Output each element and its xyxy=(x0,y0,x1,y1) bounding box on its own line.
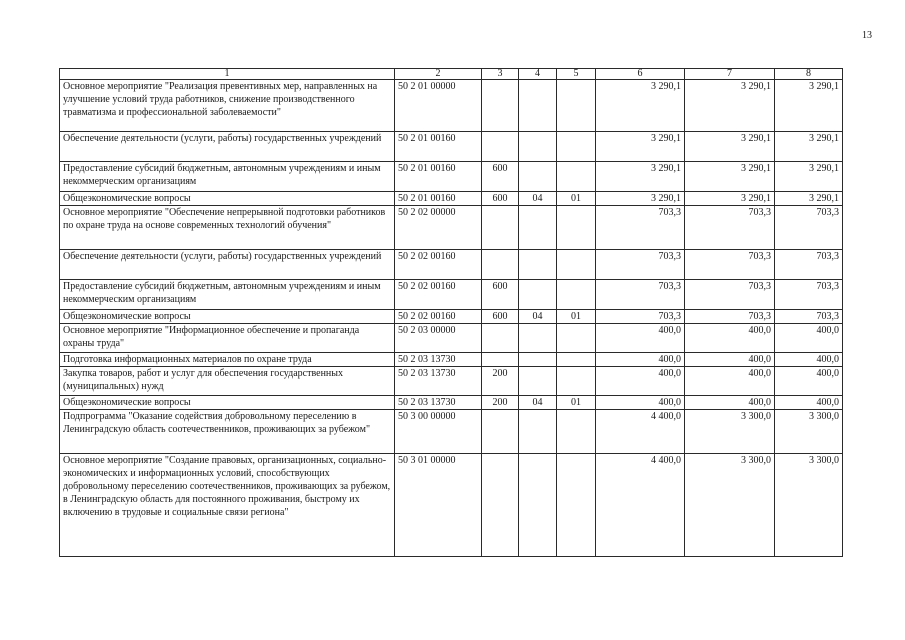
amount-col8-cell: 3 290,1 xyxy=(775,132,843,162)
target-code-cell: 50 3 00 00000 xyxy=(395,410,482,454)
target-code-cell: 50 3 01 00000 xyxy=(395,454,482,557)
section-cell xyxy=(519,80,557,132)
table-body xyxy=(60,69,843,557)
amount-col6-cell: 703,3 xyxy=(596,310,685,324)
amount-col7-cell: 3 290,1 xyxy=(685,132,775,162)
amount-col7-cell: 400,0 xyxy=(685,353,775,367)
subsection-cell: 01 xyxy=(557,192,596,206)
table-row xyxy=(60,80,843,132)
target-code-cell: 50 2 02 00160 xyxy=(395,280,482,310)
amount-col7-cell: 703,3 xyxy=(685,280,775,310)
section-cell xyxy=(519,367,557,396)
target-code-cell: 50 2 03 13730 xyxy=(395,353,482,367)
column-header: 4 xyxy=(519,69,557,80)
table-row xyxy=(60,280,843,310)
item-name-cell: Подпрограмма "Оказание содействия добровольному переселению в Ленинградскую область соотечественников, проживающих за рубежом" xyxy=(60,410,395,454)
amount-col7-cell: 400,0 xyxy=(685,396,775,410)
expense-type-cell xyxy=(482,206,519,250)
column-header: 5 xyxy=(557,69,596,80)
item-name-cell: Закупка товаров, работ и услуг для обеспечения государственных (муниципальных) нужд xyxy=(60,367,395,396)
amount-col6-cell: 703,3 xyxy=(596,280,685,310)
subsection-cell xyxy=(557,280,596,310)
amount-col6-cell: 400,0 xyxy=(596,353,685,367)
column-header: 1 xyxy=(60,69,395,80)
expense-type-cell: 200 xyxy=(482,396,519,410)
page-number: 13 xyxy=(862,30,872,41)
amount-col7-cell: 703,3 xyxy=(685,250,775,280)
amount-col6-cell: 400,0 xyxy=(596,367,685,396)
column-header: 6 xyxy=(596,69,685,80)
amount-col6-cell: 3 290,1 xyxy=(596,162,685,192)
amount-col8-cell: 703,3 xyxy=(775,280,843,310)
item-name-cell: Общеэкономические вопросы xyxy=(60,396,395,410)
amount-col8-cell: 400,0 xyxy=(775,353,843,367)
table-row xyxy=(60,192,843,206)
expense-type-cell xyxy=(482,80,519,132)
table-row xyxy=(60,353,843,367)
amount-col6-cell: 4 400,0 xyxy=(596,454,685,557)
subsection-cell xyxy=(557,410,596,454)
amount-col7-cell: 400,0 xyxy=(685,367,775,396)
item-name-cell: Основное мероприятие "Обеспечение непрерывной подготовки работников по охране труда на основе современных технологий обучения" xyxy=(60,206,395,250)
item-name-cell: Обеспечение деятельности (услуги, работы) государственных учреждений xyxy=(60,132,395,162)
item-name-cell: Общеэкономические вопросы xyxy=(60,310,395,324)
subsection-cell xyxy=(557,250,596,280)
subsection-cell xyxy=(557,367,596,396)
amount-col8-cell: 3 300,0 xyxy=(775,410,843,454)
amount-col8-cell: 3 290,1 xyxy=(775,192,843,206)
column-number-row xyxy=(60,69,843,80)
amount-col8-cell: 400,0 xyxy=(775,367,843,396)
expense-type-cell xyxy=(482,250,519,280)
table-row xyxy=(60,310,843,324)
table-row xyxy=(60,132,843,162)
item-name-cell: Основное мероприятие "Создание правовых, организационных, социально-экономических и информационных условий, способствующих добровольному переселению соотечественников, проживающих за рубежом, в Ленинградскую область для постоянного проживания, быстрому их включению в трудовые и социальные связи региона" xyxy=(60,454,395,557)
subsection-cell: 01 xyxy=(557,396,596,410)
item-name-cell: Обеспечение деятельности (услуги, работы) государственных учреждений xyxy=(60,250,395,280)
table-row xyxy=(60,324,843,353)
section-cell xyxy=(519,353,557,367)
section-cell xyxy=(519,162,557,192)
target-code-cell: 50 2 02 00000 xyxy=(395,206,482,250)
expense-type-cell: 600 xyxy=(482,280,519,310)
amount-col8-cell: 400,0 xyxy=(775,324,843,353)
column-header: 8 xyxy=(775,69,843,80)
section-cell xyxy=(519,280,557,310)
amount-col7-cell: 3 290,1 xyxy=(685,192,775,206)
target-code-cell: 50 2 02 00160 xyxy=(395,310,482,324)
table-row xyxy=(60,162,843,192)
target-code-cell: 50 2 02 00160 xyxy=(395,250,482,280)
subsection-cell xyxy=(557,454,596,557)
target-code-cell: 50 2 03 13730 xyxy=(395,396,482,410)
expense-type-cell xyxy=(482,132,519,162)
amount-col8-cell: 3 290,1 xyxy=(775,162,843,192)
amount-col7-cell: 400,0 xyxy=(685,324,775,353)
section-cell xyxy=(519,324,557,353)
expense-type-cell xyxy=(482,454,519,557)
item-name-cell: Основное мероприятие "Информационное обеспечение и пропаганда охраны труда" xyxy=(60,324,395,353)
amount-col7-cell: 3 300,0 xyxy=(685,410,775,454)
subsection-cell xyxy=(557,324,596,353)
section-cell xyxy=(519,132,557,162)
amount-col8-cell: 703,3 xyxy=(775,310,843,324)
section-cell: 04 xyxy=(519,396,557,410)
amount-col6-cell: 703,3 xyxy=(596,206,685,250)
amount-col7-cell: 3 290,1 xyxy=(685,80,775,132)
section-cell xyxy=(519,454,557,557)
amount-col7-cell: 3 290,1 xyxy=(685,162,775,192)
amount-col6-cell: 400,0 xyxy=(596,396,685,410)
amount-col8-cell: 703,3 xyxy=(775,206,843,250)
expense-type-cell xyxy=(482,324,519,353)
amount-col7-cell: 3 300,0 xyxy=(685,454,775,557)
amount-col8-cell: 703,3 xyxy=(775,250,843,280)
target-code-cell: 50 2 01 00000 xyxy=(395,80,482,132)
subsection-cell xyxy=(557,80,596,132)
expense-type-cell: 600 xyxy=(482,192,519,206)
subsection-cell xyxy=(557,206,596,250)
target-code-cell: 50 2 01 00160 xyxy=(395,132,482,162)
amount-col7-cell: 703,3 xyxy=(685,310,775,324)
subsection-cell: 01 xyxy=(557,310,596,324)
expense-type-cell xyxy=(482,410,519,454)
amount-col6-cell: 3 290,1 xyxy=(596,132,685,162)
subsection-cell xyxy=(557,353,596,367)
amount-col6-cell: 703,3 xyxy=(596,250,685,280)
expense-type-cell: 600 xyxy=(482,162,519,192)
amount-col8-cell: 3 300,0 xyxy=(775,454,843,557)
amount-col8-cell: 400,0 xyxy=(775,396,843,410)
amount-col6-cell: 400,0 xyxy=(596,324,685,353)
table-row xyxy=(60,250,843,280)
table-row xyxy=(60,410,843,454)
item-name-cell: Предоставление субсидий бюджетным, автономным учреждениям и иным некоммерческим организациям xyxy=(60,162,395,192)
column-header: 3 xyxy=(482,69,519,80)
table-row xyxy=(60,396,843,410)
target-code-cell: 50 2 01 00160 xyxy=(395,162,482,192)
item-name-cell: Основное мероприятие "Реализация превентивных мер, направленных на улучшение условий труда работников, снижение производственного травматизма и профессиональной заболеваемости" xyxy=(60,80,395,132)
section-cell xyxy=(519,250,557,280)
expense-type-cell: 600 xyxy=(482,310,519,324)
subsection-cell xyxy=(557,132,596,162)
amount-col6-cell: 3 290,1 xyxy=(596,80,685,132)
expense-type-cell xyxy=(482,353,519,367)
target-code-cell: 50 2 01 00160 xyxy=(395,192,482,206)
column-header: 2 xyxy=(395,69,482,80)
item-name-cell: Предоставление субсидий бюджетным, автономным учреждениям и иным некоммерческим организациям xyxy=(60,280,395,310)
table-row xyxy=(60,206,843,250)
section-cell: 04 xyxy=(519,310,557,324)
section-cell xyxy=(519,206,557,250)
amount-col6-cell: 3 290,1 xyxy=(596,192,685,206)
amount-col8-cell: 3 290,1 xyxy=(775,80,843,132)
column-header: 7 xyxy=(685,69,775,80)
target-code-cell: 50 2 03 00000 xyxy=(395,324,482,353)
item-name-cell: Подготовка информационных материалов по охране труда xyxy=(60,353,395,367)
subsection-cell xyxy=(557,162,596,192)
item-name-cell: Общеэкономические вопросы xyxy=(60,192,395,206)
table-row xyxy=(60,454,843,557)
budget-table xyxy=(59,68,843,557)
section-cell: 04 xyxy=(519,192,557,206)
expense-type-cell: 200 xyxy=(482,367,519,396)
target-code-cell: 50 2 03 13730 xyxy=(395,367,482,396)
amount-col6-cell: 4 400,0 xyxy=(596,410,685,454)
section-cell xyxy=(519,410,557,454)
amount-col7-cell: 703,3 xyxy=(685,206,775,250)
table-row xyxy=(60,367,843,396)
